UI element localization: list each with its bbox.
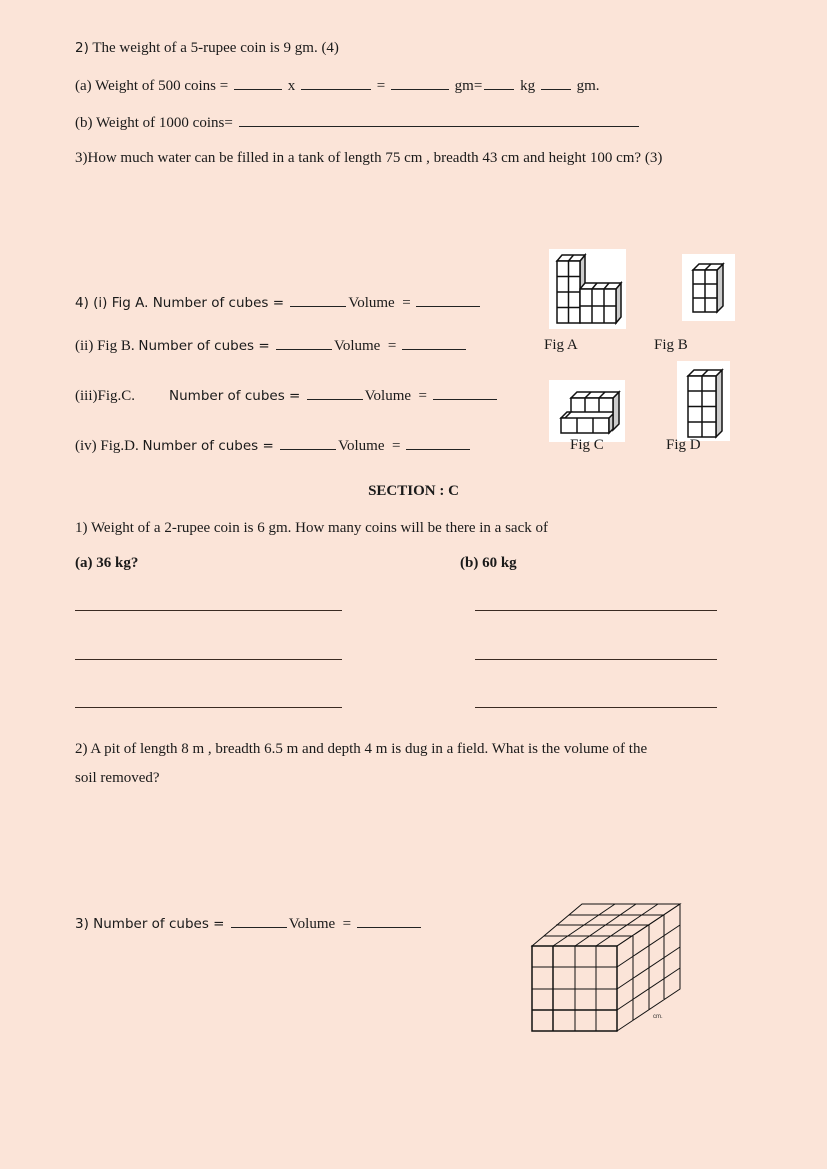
question-4-row-i: 4) (i) Fig A. Number of cubes = Volume = (75, 294, 482, 312)
figure-b-label: Fig B (654, 337, 688, 353)
figure-d-cube-stack (677, 361, 730, 441)
question-4-row-ii: (ii) Fig B. Number of cubes = Volume = (75, 337, 468, 355)
answer-blank[interactable] (541, 77, 571, 90)
answer-line[interactable] (475, 610, 717, 611)
section-c-question-3: 3) Number of cubes = Volume = (75, 915, 423, 933)
question-2a: (a) Weight of 500 coins = x = gm= kg gm. (75, 78, 600, 94)
cubes-answer-blank[interactable] (290, 294, 346, 307)
answer-blank[interactable] (391, 77, 449, 90)
figure-a-cube-stack (549, 249, 626, 329)
cuboid-figure (520, 895, 700, 1045)
question-4-row-iv: (iv) Fig.D. Number of cubes = Volume = (75, 437, 472, 455)
answer-line[interactable] (475, 659, 717, 660)
figure-c-cube-stack (549, 380, 625, 442)
volume-answer-blank[interactable] (416, 294, 480, 307)
answer-blank[interactable] (484, 77, 514, 90)
section-c-question-1a: (a) 36 kg? (75, 555, 139, 571)
volume-answer-blank[interactable] (433, 387, 497, 400)
question-2-title: 2) The weight of a 5-rupee coin is 9 gm. (4) (75, 40, 339, 56)
answer-line[interactable] (75, 610, 342, 611)
cubes-answer-blank[interactable] (280, 437, 336, 450)
figure-c-label: Fig C (570, 437, 604, 453)
question-3: 3)How much water can be filled in a tank of length 75 cm , breadth 43 cm and height 100 cm? (3) (75, 150, 663, 166)
section-c-question-2-line-2: soil removed? (75, 770, 160, 786)
section-c-question-1b: (b) 60 kg (460, 555, 517, 571)
answer-line[interactable] (75, 659, 342, 660)
section-heading: SECTION : C (368, 483, 459, 499)
answer-line[interactable] (75, 707, 342, 708)
cubes-answer-blank[interactable] (307, 387, 363, 400)
volume-answer-blank[interactable] (357, 915, 421, 928)
figure-a-label: Fig A (544, 337, 578, 353)
question-2b: (b) Weight of 1000 coins= (75, 114, 641, 132)
figure-b-cube-stack (682, 254, 735, 321)
answer-blank[interactable] (234, 77, 282, 90)
cubes-answer-blank[interactable] (276, 337, 332, 350)
figure-d-label: Fig D (666, 437, 701, 453)
answer-line[interactable] (475, 707, 717, 708)
volume-answer-blank[interactable] (402, 337, 466, 350)
answer-blank[interactable] (239, 114, 639, 127)
question-4-row-iii: (iii)Fig.C. Number of cubes = Volume = (75, 387, 499, 405)
section-c-question-1: 1) Weight of a 2-rupee coin is 6 gm. How many coins will be there in a sack of (75, 520, 548, 536)
section-c-question-2-line-1: 2) A pit of length 8 m , breadth 6.5 m and depth 4 m is dug in a field. What is the volume of the (75, 741, 648, 757)
cuboid-unit-label: cm. (653, 1014, 663, 1020)
volume-answer-blank[interactable] (406, 437, 470, 450)
answer-blank[interactable] (301, 77, 371, 90)
question-number: 2) (75, 40, 89, 56)
cubes-answer-blank[interactable] (231, 915, 287, 928)
